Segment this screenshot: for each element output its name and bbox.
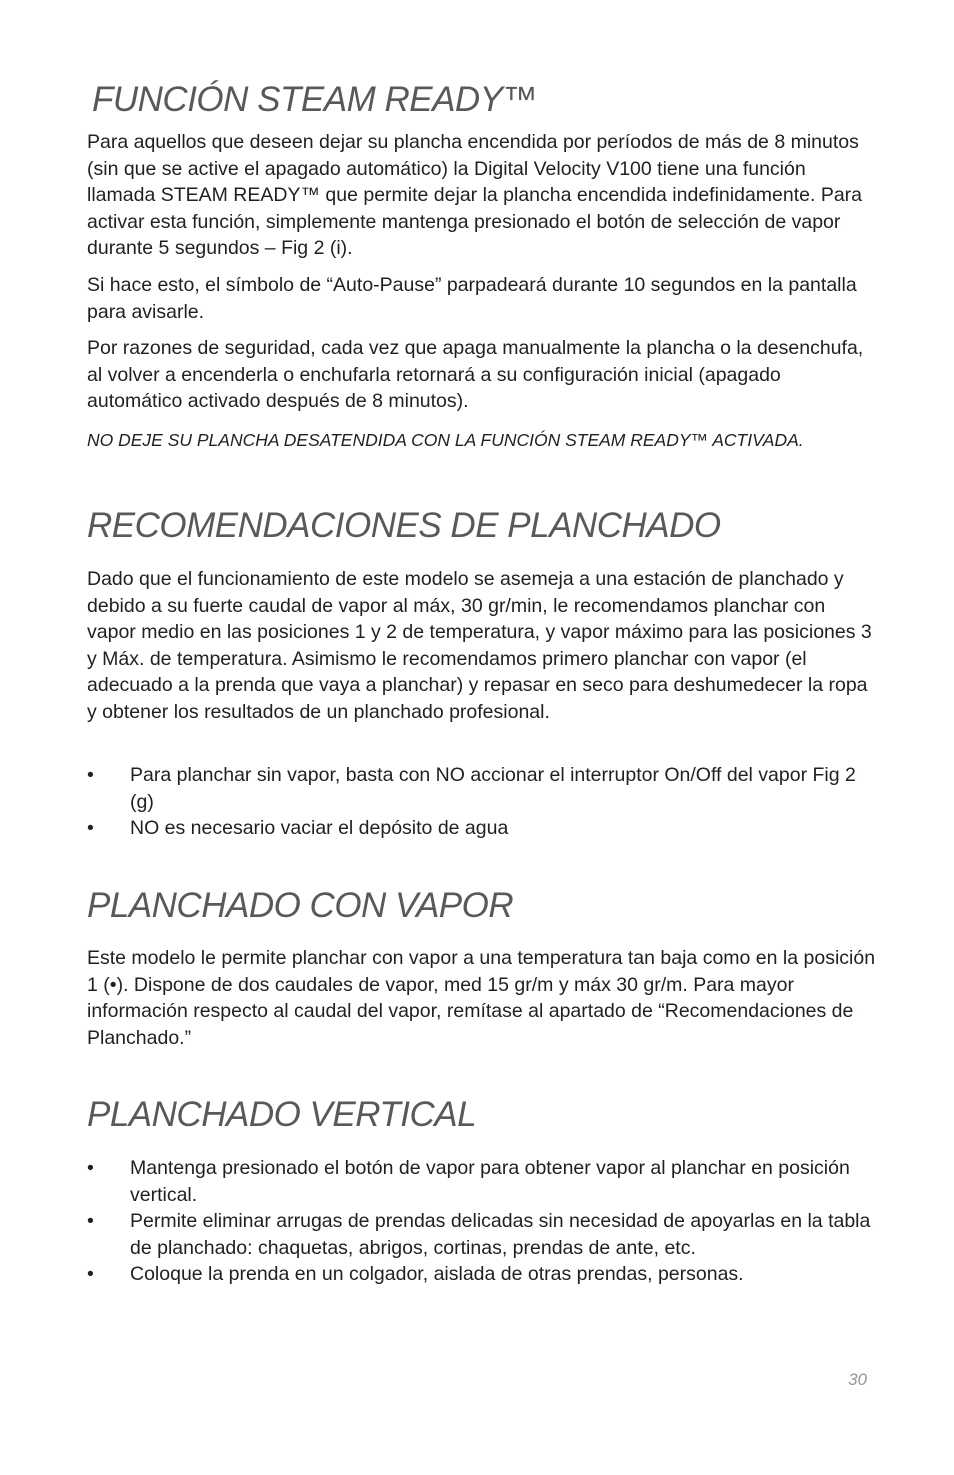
- section-title-con-vapor: PLANCHADO CON VAPOR: [87, 886, 514, 925]
- list-item-text: Permite eliminar arrugas de prendas delicadas sin necesidad de apoyarlas en la tabla de planchado: chaquetas, abrigos, cortinas, prendas de ante, etc.: [130, 1210, 871, 1259]
- recomendaciones-bullet-list: [87, 762, 877, 842]
- page-number: 30: [848, 1370, 867, 1389]
- list-item: [87, 762, 877, 815]
- list-item: [87, 1261, 877, 1288]
- list-item-text: Para planchar sin vapor, basta con NO accionar el interruptor On/Off del vapor Fig 2 (g): [130, 764, 856, 813]
- vertical-bullet-list: [87, 1155, 877, 1288]
- bullet-icon: •: [87, 1210, 94, 1232]
- bullet-icon: •: [87, 1263, 94, 1285]
- section-title-recomendaciones: RECOMENDACIONES DE PLANCHADO: [87, 506, 721, 545]
- steam-ready-paragraph-3: Por razones de seguridad, cada vez que apaga manualmente la plancha o la desenchufa, al volver a encenderla o enchufarla retornará a su configuración inicial (apagado automático activado después de 8 minutos).: [87, 337, 864, 412]
- list-item: [87, 1208, 877, 1261]
- bullet-icon: •: [87, 764, 94, 786]
- list-item: [87, 815, 877, 842]
- list-item-text: Coloque la prenda en un colgador, aislada de otras prendas, personas.: [130, 1263, 744, 1285]
- steam-ready-paragraph-1: Para aquellos que deseen dejar su plancha encendida por períodos de más de 8 minutos (sin que se active el apagado automático) la Digital Velocity V100 tiene una función llamada STEAM READY™ que permite dejar la plancha encendida indefinidamente. Para activar esta función, simplemente mantenga presionado el botón de selección de vapor durante 5 segundos – Fig 2 (i).: [87, 131, 863, 259]
- steam-ready-paragraph-2: Si hace esto, el símbolo de “Auto-Pause” parpadeará durante 10 segundos en la pantalla para avisarle.: [87, 274, 857, 323]
- recomendaciones-paragraph: Dado que el funcionamiento de este modelo se asemeja a una estación de planchado y debido a su fuerte caudal de vapor al máx, 30 gr/min, le recomendamos planchar con vapor medio en las posiciones 1 y 2 de temperatura, y vapor máximo para las posiciones 3 y Máx. de temperatura. Asimismo le recomendamos primero planchar con vapor (el adecuado a la prenda que vaya a planchar) y repasar en seco para deshumedecer la ropa y obtener los resultados de un planchado profesional.: [87, 568, 872, 723]
- list-item-text: Mantenga presionado el botón de vapor para obtener vapor al planchar en posición vertical.: [130, 1157, 850, 1206]
- section-title-vertical: PLANCHADO VERTICAL: [87, 1095, 477, 1134]
- list-item: [87, 1155, 877, 1208]
- list-item-text: NO es necesario vaciar el depósito de agua: [130, 817, 509, 839]
- steam-ready-warning: NO DEJE SU PLANCHA DESATENDIDA CON LA FUNCIÓN STEAM READY™ ACTIVADA.: [87, 430, 804, 450]
- section-title-steam-ready: FUNCIÓN STEAM READY™: [92, 80, 538, 119]
- con-vapor-paragraph: Este modelo le permite planchar con vapor a una temperatura tan baja como en la posición 1 (•). Dispone de dos caudales de vapor, med 15 gr/m y máx 30 gr/m. Para mayor información respecto al caudal del vapor, remítase al apartado de “Recomendaciones de Planchado.”: [87, 947, 876, 1049]
- bullet-icon: •: [87, 1157, 94, 1179]
- bullet-icon: •: [87, 817, 94, 839]
